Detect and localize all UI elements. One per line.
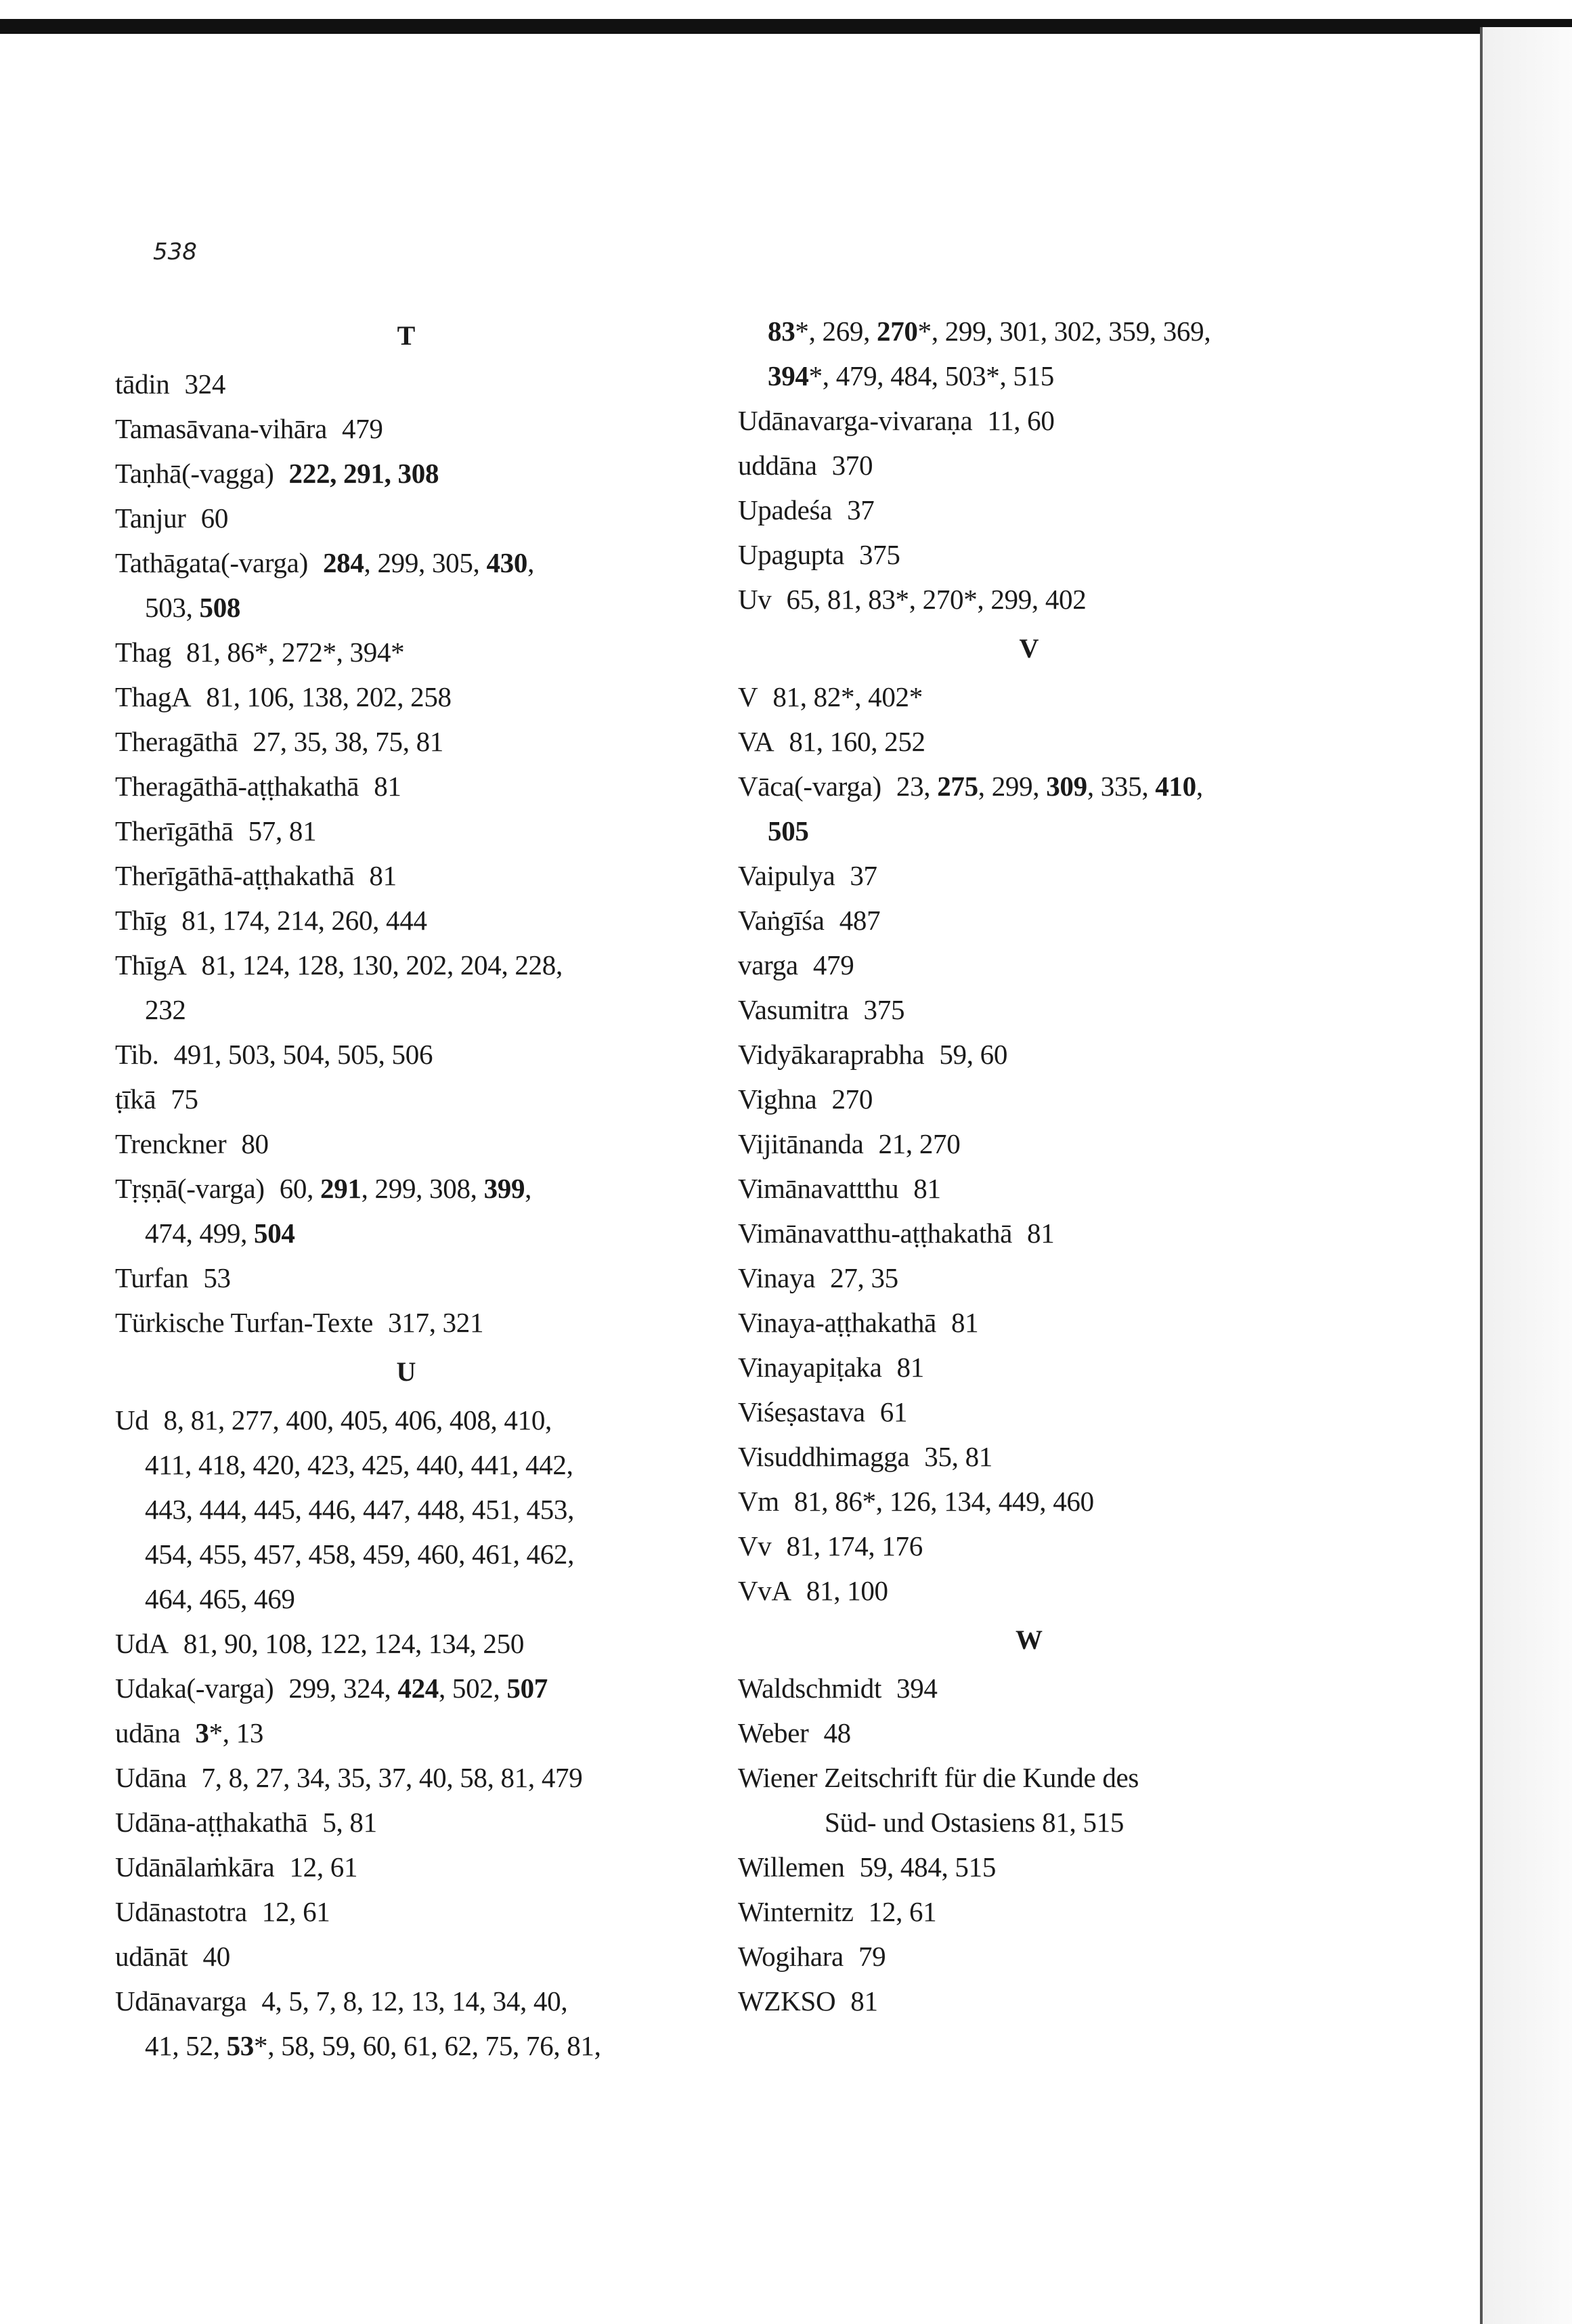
entry-page-refs: 7, 8, 27, 34, 35, 37, 40, 58, 81, 479 xyxy=(201,1762,583,1793)
index-section xyxy=(738,309,1320,622)
entry-page-refs: 375 xyxy=(859,539,900,570)
entry-term: WZKSO xyxy=(738,1985,836,2017)
entry-term: Upadeśa xyxy=(738,494,833,525)
entry-page-refs: 81 xyxy=(1027,1218,1055,1249)
entry-term: Tamasāvana-vihāra xyxy=(115,413,328,444)
index-entry xyxy=(115,362,697,406)
entry-page-refs: 454, 455, 457, 458, 459, 460, 461, 462, xyxy=(145,1538,575,1570)
entry-page-refs: 479 xyxy=(812,949,854,981)
scan-right-margin xyxy=(1483,27,1572,2324)
entry-term: Vinaya-aṭṭhakathā xyxy=(738,1307,936,1338)
index-entry xyxy=(738,443,1320,488)
entry-term: VvA xyxy=(738,1575,791,1606)
index-entry xyxy=(738,853,1320,898)
entry-term: Weber xyxy=(738,1717,809,1748)
index-entry xyxy=(115,1800,697,1845)
index-entry xyxy=(738,1121,1320,1166)
index-entry xyxy=(115,1621,697,1666)
index-section xyxy=(738,1621,1320,2023)
index-entry xyxy=(738,1077,1320,1121)
index-entry xyxy=(738,1710,1320,1755)
entry-term: tādin xyxy=(115,368,170,400)
index-entry xyxy=(115,1255,697,1300)
index-entry xyxy=(738,488,1320,532)
entry-term: Vighna xyxy=(738,1083,817,1115)
entry-page-refs: 81, 100 xyxy=(806,1575,888,1606)
entry-term: Türkische Turfan-Texte xyxy=(115,1307,374,1338)
entry-term: uddāna xyxy=(738,450,817,481)
entry-term: Theragāthā-aṭṭhakathā xyxy=(115,771,359,802)
entry-page-refs: 27, 35, 38, 75, 81 xyxy=(253,726,443,757)
entry-page-refs: 40 xyxy=(202,1941,230,1972)
index-entry xyxy=(738,1390,1320,1434)
entry-term: Vimānavattthu xyxy=(738,1173,899,1204)
entry-page-refs: 57, 81 xyxy=(248,815,317,846)
entry-page-refs: 61 xyxy=(879,1396,908,1427)
entry-term: Vinayapiṭaka xyxy=(738,1352,882,1383)
entry-page-refs: 81 xyxy=(369,860,397,891)
entry-page-refs: 81, 90, 108, 122, 124, 134, 250 xyxy=(183,1628,525,1659)
entry-term: Waldschmidt xyxy=(738,1673,882,1704)
entry-page-refs: 81, 86*, 272*, 394* xyxy=(186,637,405,668)
index-entry xyxy=(738,1300,1320,1345)
index-entry xyxy=(738,1255,1320,1300)
index-entry xyxy=(738,1979,1320,2023)
index-entry xyxy=(738,898,1320,943)
entry-page-refs: 370 xyxy=(831,450,873,481)
entry-page-refs: 394 xyxy=(896,1673,938,1704)
index-entry xyxy=(115,451,697,496)
entry-continuation-line: Süd- und Ostasiens 81, 515 xyxy=(825,1807,1125,1838)
entry-page-refs: 375 xyxy=(863,994,905,1025)
index-entry xyxy=(115,1121,697,1166)
index-entry xyxy=(738,1166,1320,1211)
entry-term: Tib. xyxy=(115,1039,159,1070)
entry-term: Uv xyxy=(738,584,772,615)
entry-page-refs: 505 xyxy=(768,815,809,846)
entry-term: Udānavarga xyxy=(115,1985,247,2017)
index-entry xyxy=(738,1032,1320,1077)
entry-term: Ud xyxy=(115,1404,149,1436)
entry-term: varga xyxy=(738,949,798,981)
entry-page-refs: 503, 508 xyxy=(145,592,241,623)
entry-term: Tanjur xyxy=(115,502,186,534)
entry-page-refs: 317, 321 xyxy=(388,1307,484,1338)
entry-term: Vimānavatthu-aṭṭhakathā xyxy=(738,1218,1013,1249)
entry-continuation-line xyxy=(115,585,697,630)
entry-continuation-line xyxy=(115,1442,697,1487)
entry-term: Udāna xyxy=(115,1762,187,1793)
entry-term: Visuddhimagga xyxy=(738,1441,910,1472)
entry-page-refs: 4, 5, 7, 8, 12, 13, 14, 34, 40, xyxy=(261,1985,568,2017)
entry-page-refs: 11, 60 xyxy=(987,405,1055,436)
index-entry xyxy=(115,1934,697,1979)
entry-page-refs: 53 xyxy=(203,1262,231,1293)
entry-page-refs: 394*, 479, 484, 503*, 515 xyxy=(768,360,1055,391)
entry-page-refs: 80 xyxy=(241,1128,269,1159)
entry-term: udānāt xyxy=(115,1941,188,1972)
entry-page-refs: 81, 106, 138, 202, 258 xyxy=(206,681,452,712)
index-entry xyxy=(115,1300,697,1345)
index-entry xyxy=(115,719,697,764)
entry-page-refs: 79 xyxy=(858,1941,886,1972)
index-entry xyxy=(115,1889,697,1934)
index-entry xyxy=(115,1755,697,1800)
index-entry xyxy=(115,943,697,987)
index-entry xyxy=(738,1755,1320,1800)
entry-continuation-line xyxy=(115,987,697,1032)
index-entry xyxy=(115,1845,697,1889)
entry-page-refs: 81 xyxy=(913,1173,941,1204)
entry-term: ThagA xyxy=(115,681,192,712)
index-entry xyxy=(738,987,1320,1032)
entry-term: Therīgāthā xyxy=(115,815,234,846)
index-entry xyxy=(115,674,697,719)
entry-term: Trenckner xyxy=(115,1128,227,1159)
index-entry xyxy=(115,540,697,585)
entry-continuation-line xyxy=(115,1576,697,1621)
index-entry xyxy=(115,809,697,853)
entry-term: Thag xyxy=(115,637,172,668)
entry-page-refs: 21, 270 xyxy=(878,1128,961,1159)
entry-term: Vāca(-varga) xyxy=(738,771,881,802)
entry-term: Udānālaṁkāra xyxy=(115,1851,275,1882)
index-entry xyxy=(738,398,1320,443)
index-entry xyxy=(115,496,697,540)
entry-continuation-line xyxy=(115,1532,697,1576)
entry-term: Tṛṣṇā(-varga) xyxy=(115,1173,265,1204)
entry-term: Upagupta xyxy=(738,539,844,570)
entry-page-refs: 12, 61 xyxy=(289,1851,358,1882)
entry-page-refs: 5, 81 xyxy=(322,1807,377,1838)
entry-page-refs: 270 xyxy=(831,1083,873,1115)
entry-term: Wiener Zeitschrift für die Kunde des xyxy=(738,1762,1139,1793)
entry-page-refs: 83*, 269, 270*, 299, 301, 302, 359, 369, xyxy=(768,316,1211,347)
index-entry xyxy=(738,1934,1320,1979)
entry-page-refs: 59, 60 xyxy=(939,1039,1008,1070)
entry-continuation-line xyxy=(738,809,1320,853)
scan-right-edge xyxy=(1480,27,1483,2324)
index-entry xyxy=(115,630,697,674)
index-entry xyxy=(738,943,1320,987)
entry-term: Thīg xyxy=(115,905,167,936)
index-entry xyxy=(738,309,1320,353)
index-entry xyxy=(738,719,1320,764)
entry-term: Taṇhā(-vagga) xyxy=(115,458,274,489)
entry-page-refs: 284, 299, 305, 430, xyxy=(322,547,535,578)
index-column-right xyxy=(738,309,1320,2023)
entry-term: Vm xyxy=(738,1486,779,1517)
entry-term: Wogihara xyxy=(738,1941,844,1972)
entry-page-refs: 81, 174, 214, 260, 444 xyxy=(181,905,427,936)
entry-continuation-line xyxy=(738,353,1320,398)
entry-page-refs: 411, 418, 420, 423, 425, 440, 441, 442, xyxy=(145,1449,573,1480)
index-entry xyxy=(115,898,697,943)
index-entry xyxy=(115,853,697,898)
index-entry xyxy=(738,1434,1320,1479)
entry-term: Tathāgata(-varga) xyxy=(115,547,308,578)
entry-term: Vijitānanda xyxy=(738,1128,864,1159)
entry-term: Udānastotra xyxy=(115,1896,247,1927)
entry-page-refs: 81, 86*, 126, 134, 449, 460 xyxy=(793,1486,1094,1517)
index-entry xyxy=(115,1166,697,1211)
entry-page-refs: 48 xyxy=(823,1717,851,1748)
index-entry xyxy=(738,674,1320,719)
entry-term: Udānavarga-vivaraṇa xyxy=(738,405,973,436)
entry-page-refs: 479 xyxy=(342,413,383,444)
entry-page-refs: 487 xyxy=(839,905,881,936)
entry-page-refs: 491, 503, 504, 505, 506 xyxy=(173,1039,433,1070)
entry-page-refs: 41, 52, 53*, 58, 59, 60, 61, 62, 75, 76, 81, xyxy=(145,2030,601,2061)
index-section xyxy=(115,1353,697,2068)
entry-term: ThīgA xyxy=(115,949,187,981)
entry-term: UdA xyxy=(115,1628,169,1659)
index-entry xyxy=(738,1568,1320,1613)
index-entry xyxy=(115,1979,697,2023)
scan-top-border xyxy=(0,19,1572,34)
entry-continuation-line xyxy=(115,1487,697,1532)
entry-page-refs: 464, 465, 469 xyxy=(145,1583,295,1614)
entry-page-refs: 3*, 13 xyxy=(195,1717,264,1748)
section-letter-heading: U xyxy=(396,1356,416,1387)
entry-term: Udaka(-varga) xyxy=(115,1673,274,1704)
index-entry xyxy=(738,1345,1320,1390)
entry-page-refs: 81, 82*, 402* xyxy=(772,681,923,712)
index-entry xyxy=(115,764,697,809)
entry-page-refs: 37 xyxy=(850,860,877,891)
entry-term: VA xyxy=(738,726,774,757)
index-entry xyxy=(115,1666,697,1710)
entry-page-refs: 8, 81, 277, 400, 405, 406, 408, 410, xyxy=(163,1404,552,1436)
entry-page-refs: 232 xyxy=(145,994,186,1025)
index-entry xyxy=(115,406,697,451)
index-entry xyxy=(115,1032,697,1077)
index-section xyxy=(738,630,1320,1613)
entry-page-refs: 474, 499, 504 xyxy=(145,1218,295,1249)
entry-page-refs: 27, 35 xyxy=(830,1262,898,1293)
index-entry xyxy=(115,1398,697,1442)
index-entry xyxy=(115,1710,697,1755)
entry-term: Turfan xyxy=(115,1262,189,1293)
entry-page-refs: 65, 81, 83*, 270*, 299, 402 xyxy=(786,584,1087,615)
index-entry xyxy=(738,1479,1320,1524)
entry-page-refs: 23, 275, 299, 309, 335, 410, xyxy=(896,771,1203,802)
entry-page-refs: 222, 291, 308 xyxy=(288,458,439,489)
index-entry xyxy=(738,1666,1320,1710)
index-entry xyxy=(115,1077,697,1121)
entry-term: ṭīkā xyxy=(115,1083,156,1115)
entry-page-refs: 60, 291, 299, 308, 399, xyxy=(279,1173,532,1204)
entry-term: Vv xyxy=(738,1530,772,1562)
index-entry xyxy=(738,1524,1320,1568)
entry-page-refs: 37 xyxy=(847,494,875,525)
section-letter-heading: W xyxy=(1016,1624,1043,1655)
entry-page-refs: 81, 124, 128, 130, 202, 204, 228, xyxy=(201,949,563,981)
entry-term: Udāna-aṭṭhakathā xyxy=(115,1807,308,1838)
entry-term: Vasumitra xyxy=(738,994,849,1025)
index-section xyxy=(115,317,697,1345)
entry-term: Willemen xyxy=(738,1851,845,1882)
index-entry xyxy=(738,1889,1320,1934)
index-entry xyxy=(738,764,1320,809)
entry-page-refs: 60 xyxy=(200,502,229,534)
entry-page-refs: 81 xyxy=(850,1985,878,2017)
entry-term: Vinaya xyxy=(738,1262,816,1293)
entry-page-refs: 81 xyxy=(951,1307,979,1338)
entry-term: Vaṅgīśa xyxy=(738,905,825,936)
entry-page-refs: 12, 61 xyxy=(868,1896,937,1927)
entry-term: Theragāthā xyxy=(115,726,238,757)
entry-term: Viśeṣastava xyxy=(738,1396,865,1427)
entry-page-refs: 81, 160, 252 xyxy=(789,726,925,757)
entry-page-refs: 324 xyxy=(184,368,226,400)
entry-page-refs: 59, 484, 515 xyxy=(859,1851,997,1882)
index-entry xyxy=(738,577,1320,622)
entry-term: Therīgāthā-aṭṭhakathā xyxy=(115,860,355,891)
entry-page-refs: 81 xyxy=(896,1352,924,1383)
entry-page-refs: 299, 324, 424, 502, 507 xyxy=(288,1673,548,1704)
entry-page-refs: 443, 444, 445, 446, 447, 448, 451, 453, xyxy=(145,1494,575,1525)
entry-page-refs: 35, 81 xyxy=(924,1441,992,1472)
page-number: 538 xyxy=(153,238,197,265)
index-entry xyxy=(738,1845,1320,1889)
entry-page-refs: 75 xyxy=(171,1083,198,1115)
entry-term: Winternitz xyxy=(738,1896,854,1927)
section-letter-heading: T xyxy=(397,320,416,351)
index-entry xyxy=(738,1211,1320,1255)
entry-page-refs: 81, 174, 176 xyxy=(786,1530,923,1562)
entry-continuation-line xyxy=(115,2023,697,2068)
entry-term: udāna xyxy=(115,1717,181,1748)
entry-term: V xyxy=(738,681,758,712)
entry-term: Vaipulya xyxy=(738,860,835,891)
index-column-left xyxy=(115,317,697,2068)
entry-page-refs: 81 xyxy=(374,771,401,802)
entry-term: Vidyākaraprabha xyxy=(738,1039,925,1070)
entry-continuation-line xyxy=(115,1211,697,1255)
section-letter-heading: V xyxy=(1019,633,1039,664)
index-entry xyxy=(738,532,1320,577)
entry-page-refs: 12, 61 xyxy=(261,1896,330,1927)
